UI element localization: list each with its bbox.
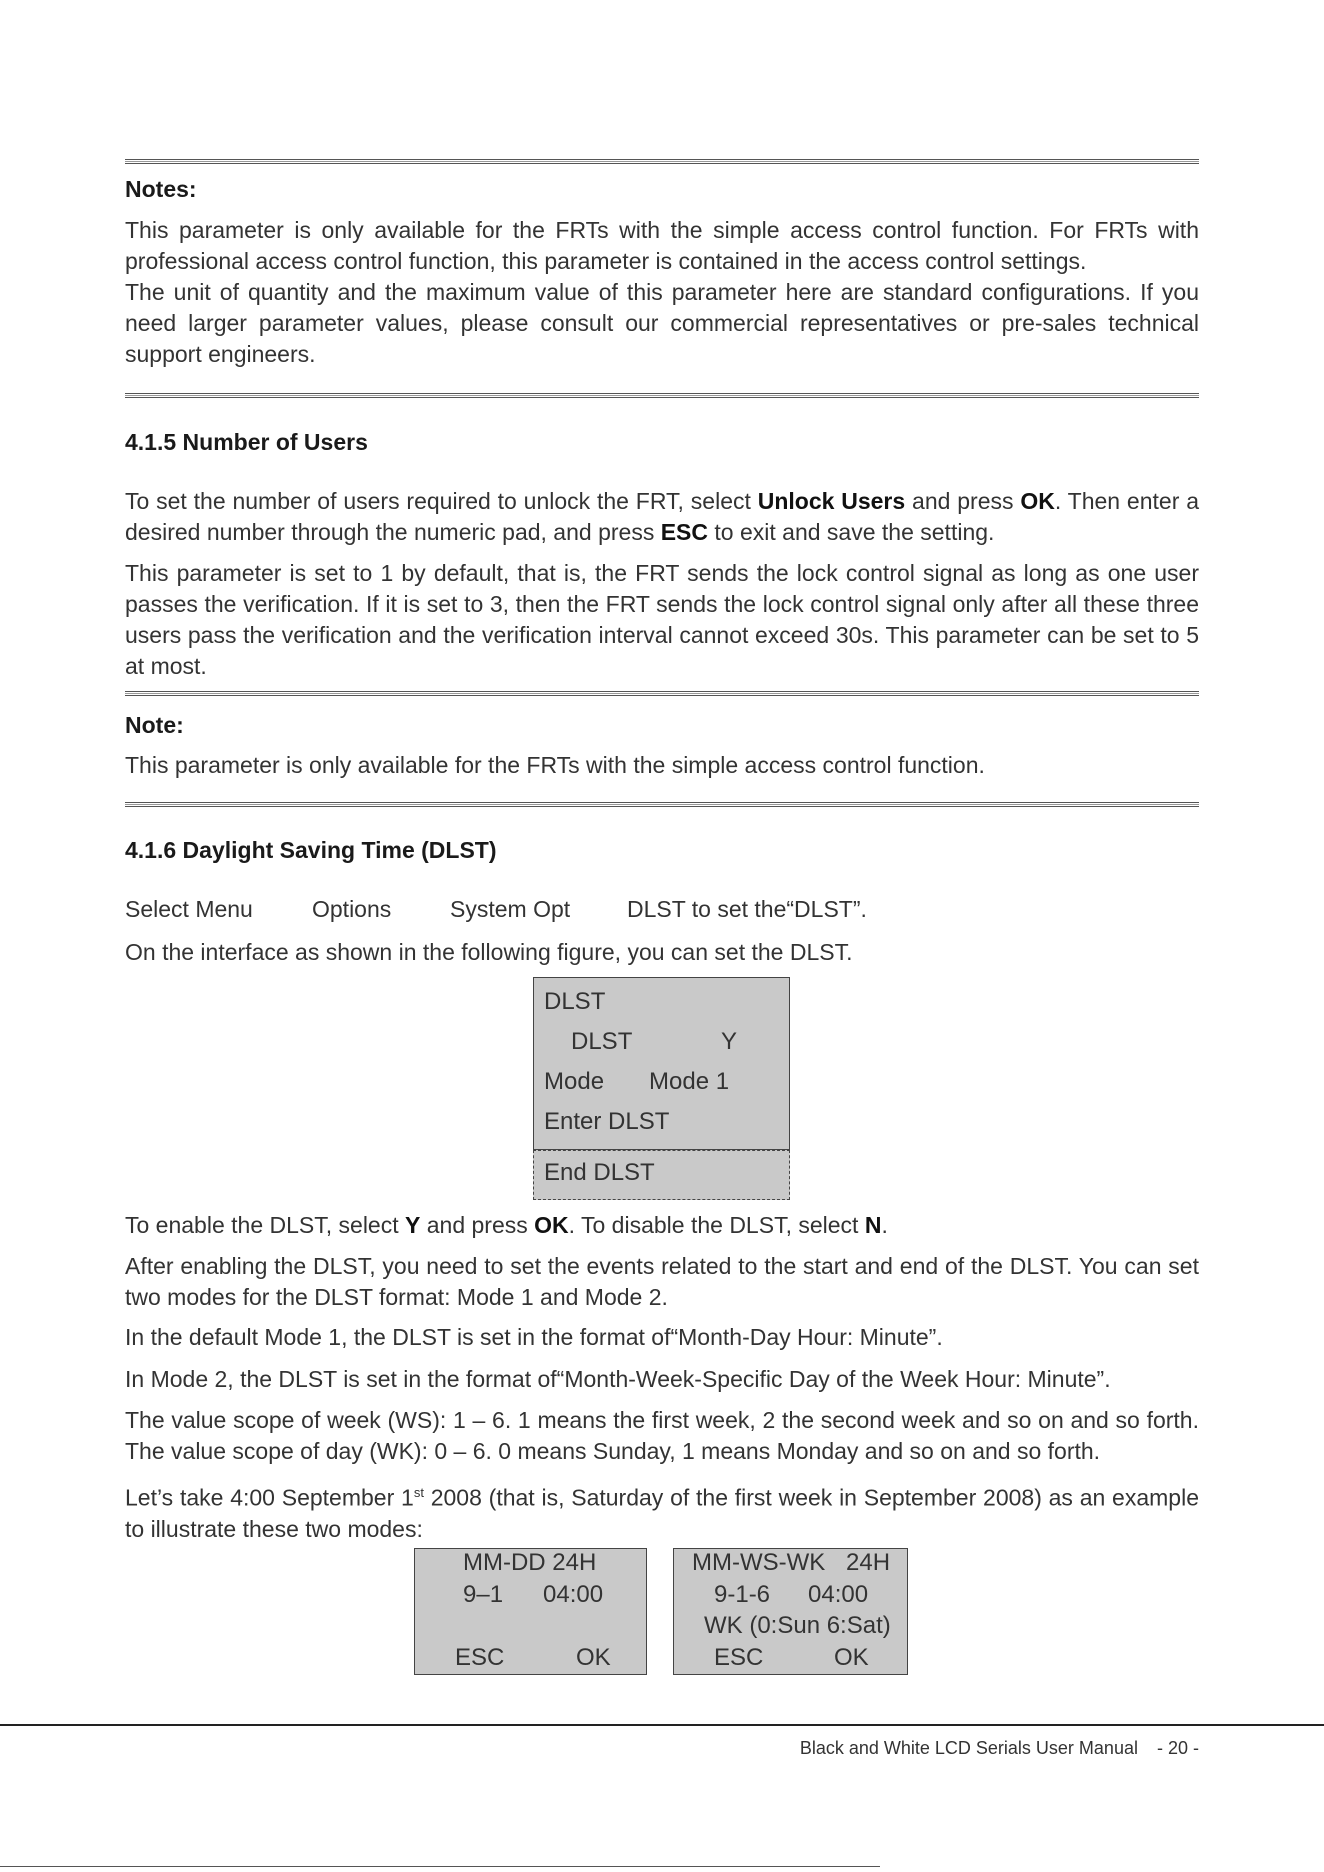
lcd-mode2-screen: [673, 1548, 908, 1675]
page-footer: [800, 1738, 1199, 1759]
dlst-paragraph-6: Let’s take 4:00 September 1st 2008 (that is, Saturday of the first week in September 2008) as an example to illustrate these two modes:: [125, 1484, 1199, 1542]
lcd-dlst-value: Y: [721, 1028, 738, 1055]
dlst-paragraph-1: To enable the DLST, select Y and press OK. To disable the DLST, select N.: [125, 1212, 888, 1238]
lcd-mode2-clock: 24H: [846, 1549, 891, 1576]
lcd-enter-dlst: Enter DLST: [544, 1108, 670, 1135]
lcd-mode2-week-legend: WK (0:Sun 6:Sat): [704, 1612, 891, 1639]
lcd-mode-label: Mode: [544, 1068, 605, 1095]
menu-path-step: Options: [312, 896, 392, 922]
menu-path-step: System Opt: [450, 896, 571, 922]
dlst-intro: On the interface as shown in the following figure, you can set the DLST.: [125, 939, 853, 965]
dlst-paragraph-4: In Mode 2, the DLST is set in the format of“Month-Week-Specific Day of the Week Hour: Minute”.: [125, 1366, 1111, 1392]
section-heading-dlst: 4.1.6 Daylight Saving Time (DLST): [125, 837, 497, 863]
dlst-paragraph-2: After enabling the DLST, you need to set the events related to the start and end of the DLST. You can set two modes for the DLST format: Mode 1 and Mode 2.: [125, 1253, 1199, 1310]
lcd-mode1-time: 04:00: [543, 1581, 604, 1608]
divider: [125, 691, 1199, 696]
lcd-mode2-date: 9-1-6: [714, 1581, 771, 1608]
number-of-users-paragraph-2: This parameter is set to 1 by default, that is, the FRT sends the lock control signal as long as one user passes the verification. If it is set to 3, then the FRT sends the lock control signal only after all these three users pass the verification and the verification interval cannot exceed 30s. This parameter can be set to 5 at most.: [125, 560, 1199, 679]
divider: [125, 393, 1199, 398]
lcd-end-dlst: End DLST: [544, 1159, 655, 1186]
notes-paragraph-2: The unit of quantity and the maximum value of this parameter here are standard configurations. If you need larger parameter values, please consult our commercial representatives or pre-sales technical support engineers.: [125, 279, 1199, 367]
manual-title: Black and White LCD Serials User Manual: [799, 1738, 1138, 1758]
lcd-mode1-screen: [414, 1548, 647, 1675]
lcd-mode2-ok: OK: [834, 1644, 869, 1671]
dlst-paragraph-5: The value scope of week (WS): 1 – 6. 1 means the first week, 2 the second week and so on and so forth. The value scope of day (WK): 0 – 6. 0 means Sunday, 1 means Monday and so on and so forth.: [125, 1407, 1199, 1464]
lcd-dlst-screen: [533, 977, 790, 1150]
dlst-paragraph-3: In the default Mode 1, the DLST is set in the format of“Month-Day Hour: Minute”.: [125, 1324, 943, 1350]
note-paragraph: This parameter is only available for the FRTs with the simple access control function.: [125, 752, 985, 778]
menu-path-step: Select Menu: [125, 896, 253, 922]
menu-path: [125, 896, 867, 923]
menu-path-step: DLST to set the“DLST”.: [627, 896, 867, 922]
divider: [125, 159, 1199, 164]
section-heading-number-of-users: 4.1.5 Number of Users: [125, 429, 368, 455]
notes-paragraph-1: This parameter is only available for the FRTs with the simple access control function. For FRTs with professional access control function, this parameter is contained in the access control settings.: [125, 217, 1199, 274]
lcd-mode2-format: MM-WS-WK: [692, 1549, 826, 1576]
note-heading: Note:: [125, 712, 184, 738]
page-number: - 20 -: [1156, 1738, 1199, 1758]
notes-heading: Notes:: [125, 176, 197, 202]
lcd-end-dlst-row: [533, 1150, 790, 1200]
scan-edge-line: [0, 1866, 880, 1867]
lcd-mode1-format: MM-DD 24H: [463, 1549, 597, 1576]
lcd-mode-value: Mode 1: [649, 1068, 730, 1095]
number-of-users-paragraph-1: To set the number of users required to unlock the FRT, select Unlock Users and press OK. Then enter a desired number through the numeric pad, and press ESC to exit and save the setting.: [125, 488, 1199, 545]
lcd-title: DLST: [544, 988, 606, 1015]
lcd-dlst-label: DLST: [571, 1028, 633, 1055]
footer-divider: [0, 1724, 1324, 1726]
lcd-mode1-esc: ESC: [455, 1644, 505, 1671]
lcd-mode1-date: 9–1: [463, 1581, 504, 1608]
lcd-mode2-time: 04:00: [808, 1581, 869, 1608]
lcd-mode1-ok: OK: [576, 1644, 611, 1671]
divider: [125, 802, 1199, 807]
lcd-mode2-esc: ESC: [714, 1644, 764, 1671]
